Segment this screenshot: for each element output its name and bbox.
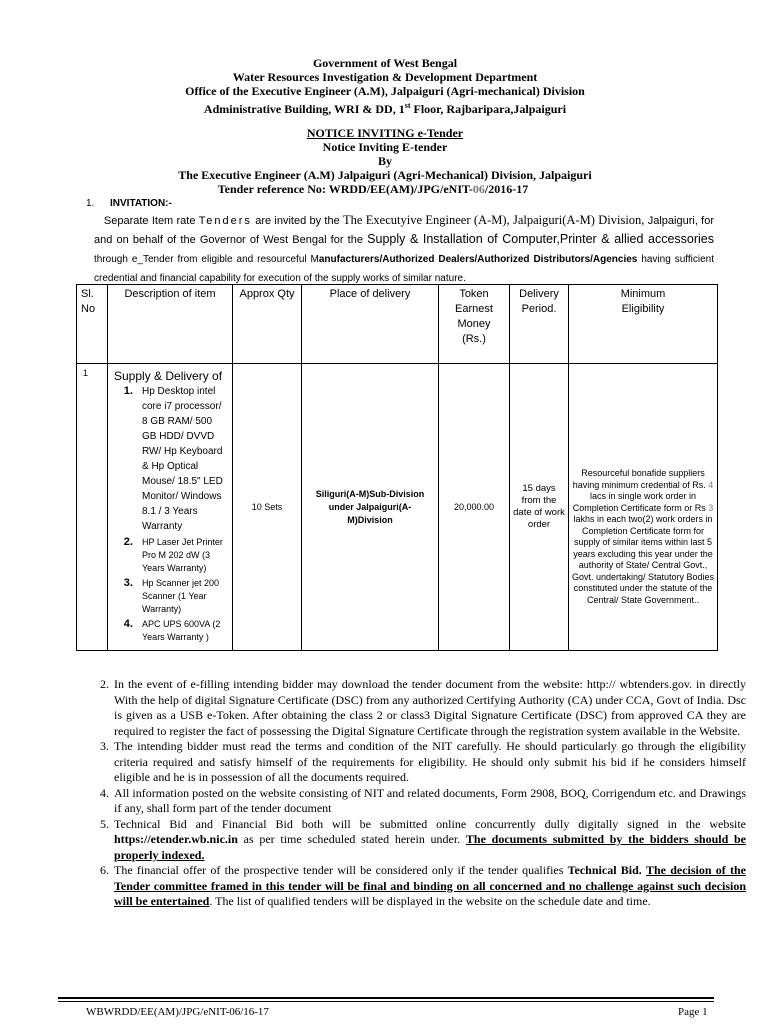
address-text-post: Floor, Rajbaripara,Jalpaiguri xyxy=(410,102,567,116)
p5-text-d: The documents submitted by the bidders should be properly indexed. xyxy=(114,832,746,862)
footer-rule-thin xyxy=(58,1001,714,1002)
address-sup: st xyxy=(404,101,411,110)
header-office: Office of the Executive Engineer (A.M), Jalpaiguri (Agri-mechanical) Division xyxy=(185,84,585,98)
condition-item: 4. All information posted on the website consisting of NIT and related documents, Form 2908, BOQ, Corrigendum etc. and Drawings if any, shall form part of the tender document xyxy=(112,786,746,817)
p6-text-d: The decision of the Tender committee framed in this tender will be final and binding on all concerned and no challenge against such decision will be entertained xyxy=(114,863,747,908)
inv-text-6: Supply & Installation of Computer,Printer & allied accessories xyxy=(367,232,715,246)
ref-pre: Tender reference No: WRDD/EE(AM)/JPG/eNIT- xyxy=(217,182,473,196)
elig-amount-4: 4 xyxy=(708,479,714,490)
notice-authority: The Executive Engineer (A.M) Jalpaiguri (Agri-Mechanical) Division, Jalpaiguri xyxy=(178,168,592,182)
row-place: Siliguri(A-M)Sub-Division under Jalpaiguri(A-M)Division xyxy=(302,364,439,651)
conditions-list xyxy=(80,677,746,910)
header-period: Delivery Period. xyxy=(510,285,569,364)
page-number: Page 1 xyxy=(678,1006,708,1018)
header-sl: Sl. No xyxy=(77,285,108,364)
table-header-row xyxy=(77,285,718,364)
list-item: 1. Hp Desktop intel core i7 processor/ 8 GB RAM/ 500 GB HDD/ DVVD RW/ Hp Keyboard & Hp Optical Mouse/ 18.5" LED Monitor/ Windows 8.1 / 3 Years Warranty xyxy=(136,384,228,534)
table-row xyxy=(77,364,718,651)
row-qty: 10 Sets xyxy=(233,364,302,651)
notice-title: NOTICE INVITING e-Tender xyxy=(306,126,464,140)
elig-text-3: lakhs in each two(2) work orders in Completion Certificate form for supply of similar items within last 5 years excluding this year under the authority of State/ Central Govt., Govt. undertaking/ Statutory Bodies constituted under the statute of the Central/ State Government.. xyxy=(571,514,715,605)
inv-text-8: anufacturers/Authorized Dealers/Authorized Distributors/Agencies xyxy=(318,254,638,265)
ref-post: /2016-17 xyxy=(484,182,529,196)
row-period: 15 days from the date of work order xyxy=(510,364,569,651)
elig-text-1: Resourceful bonafide suppliers having minimum credential of Rs. xyxy=(572,468,709,490)
footer-rule-thick xyxy=(58,997,714,999)
p5-text-c: as per time scheduled stated herein under. xyxy=(237,832,466,846)
tender-reference xyxy=(0,182,758,197)
header-place: Place of delivery xyxy=(302,285,439,364)
inv-text-9: having sufficient credential and financial capability for execution of the supply works of similar nature. xyxy=(94,254,715,284)
header-department: Water Resources Investigation & Development Department xyxy=(232,70,538,84)
row-sl: 1 xyxy=(77,364,108,651)
p6-text-b: Technical Bid. xyxy=(567,863,642,877)
notice-subtitle: Notice Inviting E-tender xyxy=(322,140,448,154)
row-token: 20,000.00 xyxy=(439,364,510,651)
header-qty: Approx Qty xyxy=(233,285,302,364)
list-item: 3. Hp Scanner jet 200 Scanner (1 Year Warranty) xyxy=(136,575,228,616)
row-eligibility xyxy=(569,364,718,651)
condition-item xyxy=(112,817,746,864)
description-title: Supply & Delivery of xyxy=(114,369,223,383)
item-list xyxy=(114,384,228,644)
invitation-paragraph xyxy=(94,211,714,288)
p6-text-e: . The list of qualified tenders will be displayed in the website on the schedule date and time. xyxy=(209,894,651,908)
inv-text-4: The Executyive Engineer (A-M), Jalpaiguri(A-M) Division, xyxy=(342,213,645,227)
list-item: 4. APC UPS 600VA (2 Years Warranty ) xyxy=(136,616,228,644)
header-government: Government of West Bengal xyxy=(312,56,458,70)
inv-text-5: Jalpaiguri, for and on behalf of the Governor of West Bengal for the xyxy=(94,215,714,246)
elig-amount-3: 3 xyxy=(708,502,714,513)
invitation-title: INVITATION:- xyxy=(110,198,172,209)
condition-item: 2. In the event of e-filling intending bidder may download the tender document from the website: http:// wbtenders.gov. in directly With the help of digital Signature Certificate (DSC) from any authorized Certifying Authority (CA) under CCA, Govt of India. Dsc is given as a USB e-Token. After obtaining the class 2 or class3 Digital Signature Certificate (DSC) from approved CA they are required to register the fact of possessing the Digital Signature Certificate through the registration system available in the Website. xyxy=(112,677,746,739)
list-item: 2. HP Laser Jet Printer Pro M 202 dW (3 Years Warranty) xyxy=(136,534,228,575)
inv-text-2: Tenders xyxy=(198,215,252,227)
ref-number: 06 xyxy=(472,182,485,196)
p5-text-a: Technical Bid and Financial Bid both will be submitted online concurrently dully digitally signed in the website xyxy=(114,816,746,831)
header-description: Description of item xyxy=(108,285,233,364)
p6-text-a: The financial offer of the prospective tender will be considered only if the tender qualifies xyxy=(114,863,568,877)
header-token: Token Earnest Money (Rs.) xyxy=(439,285,510,364)
inv-text-3: are invited by the xyxy=(251,215,343,227)
row-description xyxy=(108,364,233,651)
etender-website: https://etender.wb.nic.in xyxy=(114,832,238,846)
address-text: Administrative Building, WRI & DD, 1 xyxy=(203,102,405,116)
condition-item: 3. The intending bidder must read the terms and condition of the NIT carefully. He should particularly go through the eligibility criteria required and satisfy himself of the requirements for eligibility. He should only submit his bid if he considers himself eligible and he is in possession of all the documents required. xyxy=(112,739,746,786)
inv-text-7: through e_Tender from eligible and resourceful M xyxy=(94,254,319,265)
invitation-number: 1. xyxy=(86,198,95,209)
header-eligibility: Minimum Eligibility xyxy=(569,285,718,364)
condition-item xyxy=(112,863,746,910)
elig-text-2: lacs in single work order in Completion Certificate form or Rs xyxy=(572,491,709,513)
notice-by: By xyxy=(377,154,392,168)
header-address xyxy=(0,98,770,117)
inv-text-1: Separate Item rate xyxy=(103,215,199,227)
footer-reference: WBWRDD/EE(AM)/JPG/eNIT-06/16-17 xyxy=(86,1006,269,1018)
items-table xyxy=(76,284,718,651)
